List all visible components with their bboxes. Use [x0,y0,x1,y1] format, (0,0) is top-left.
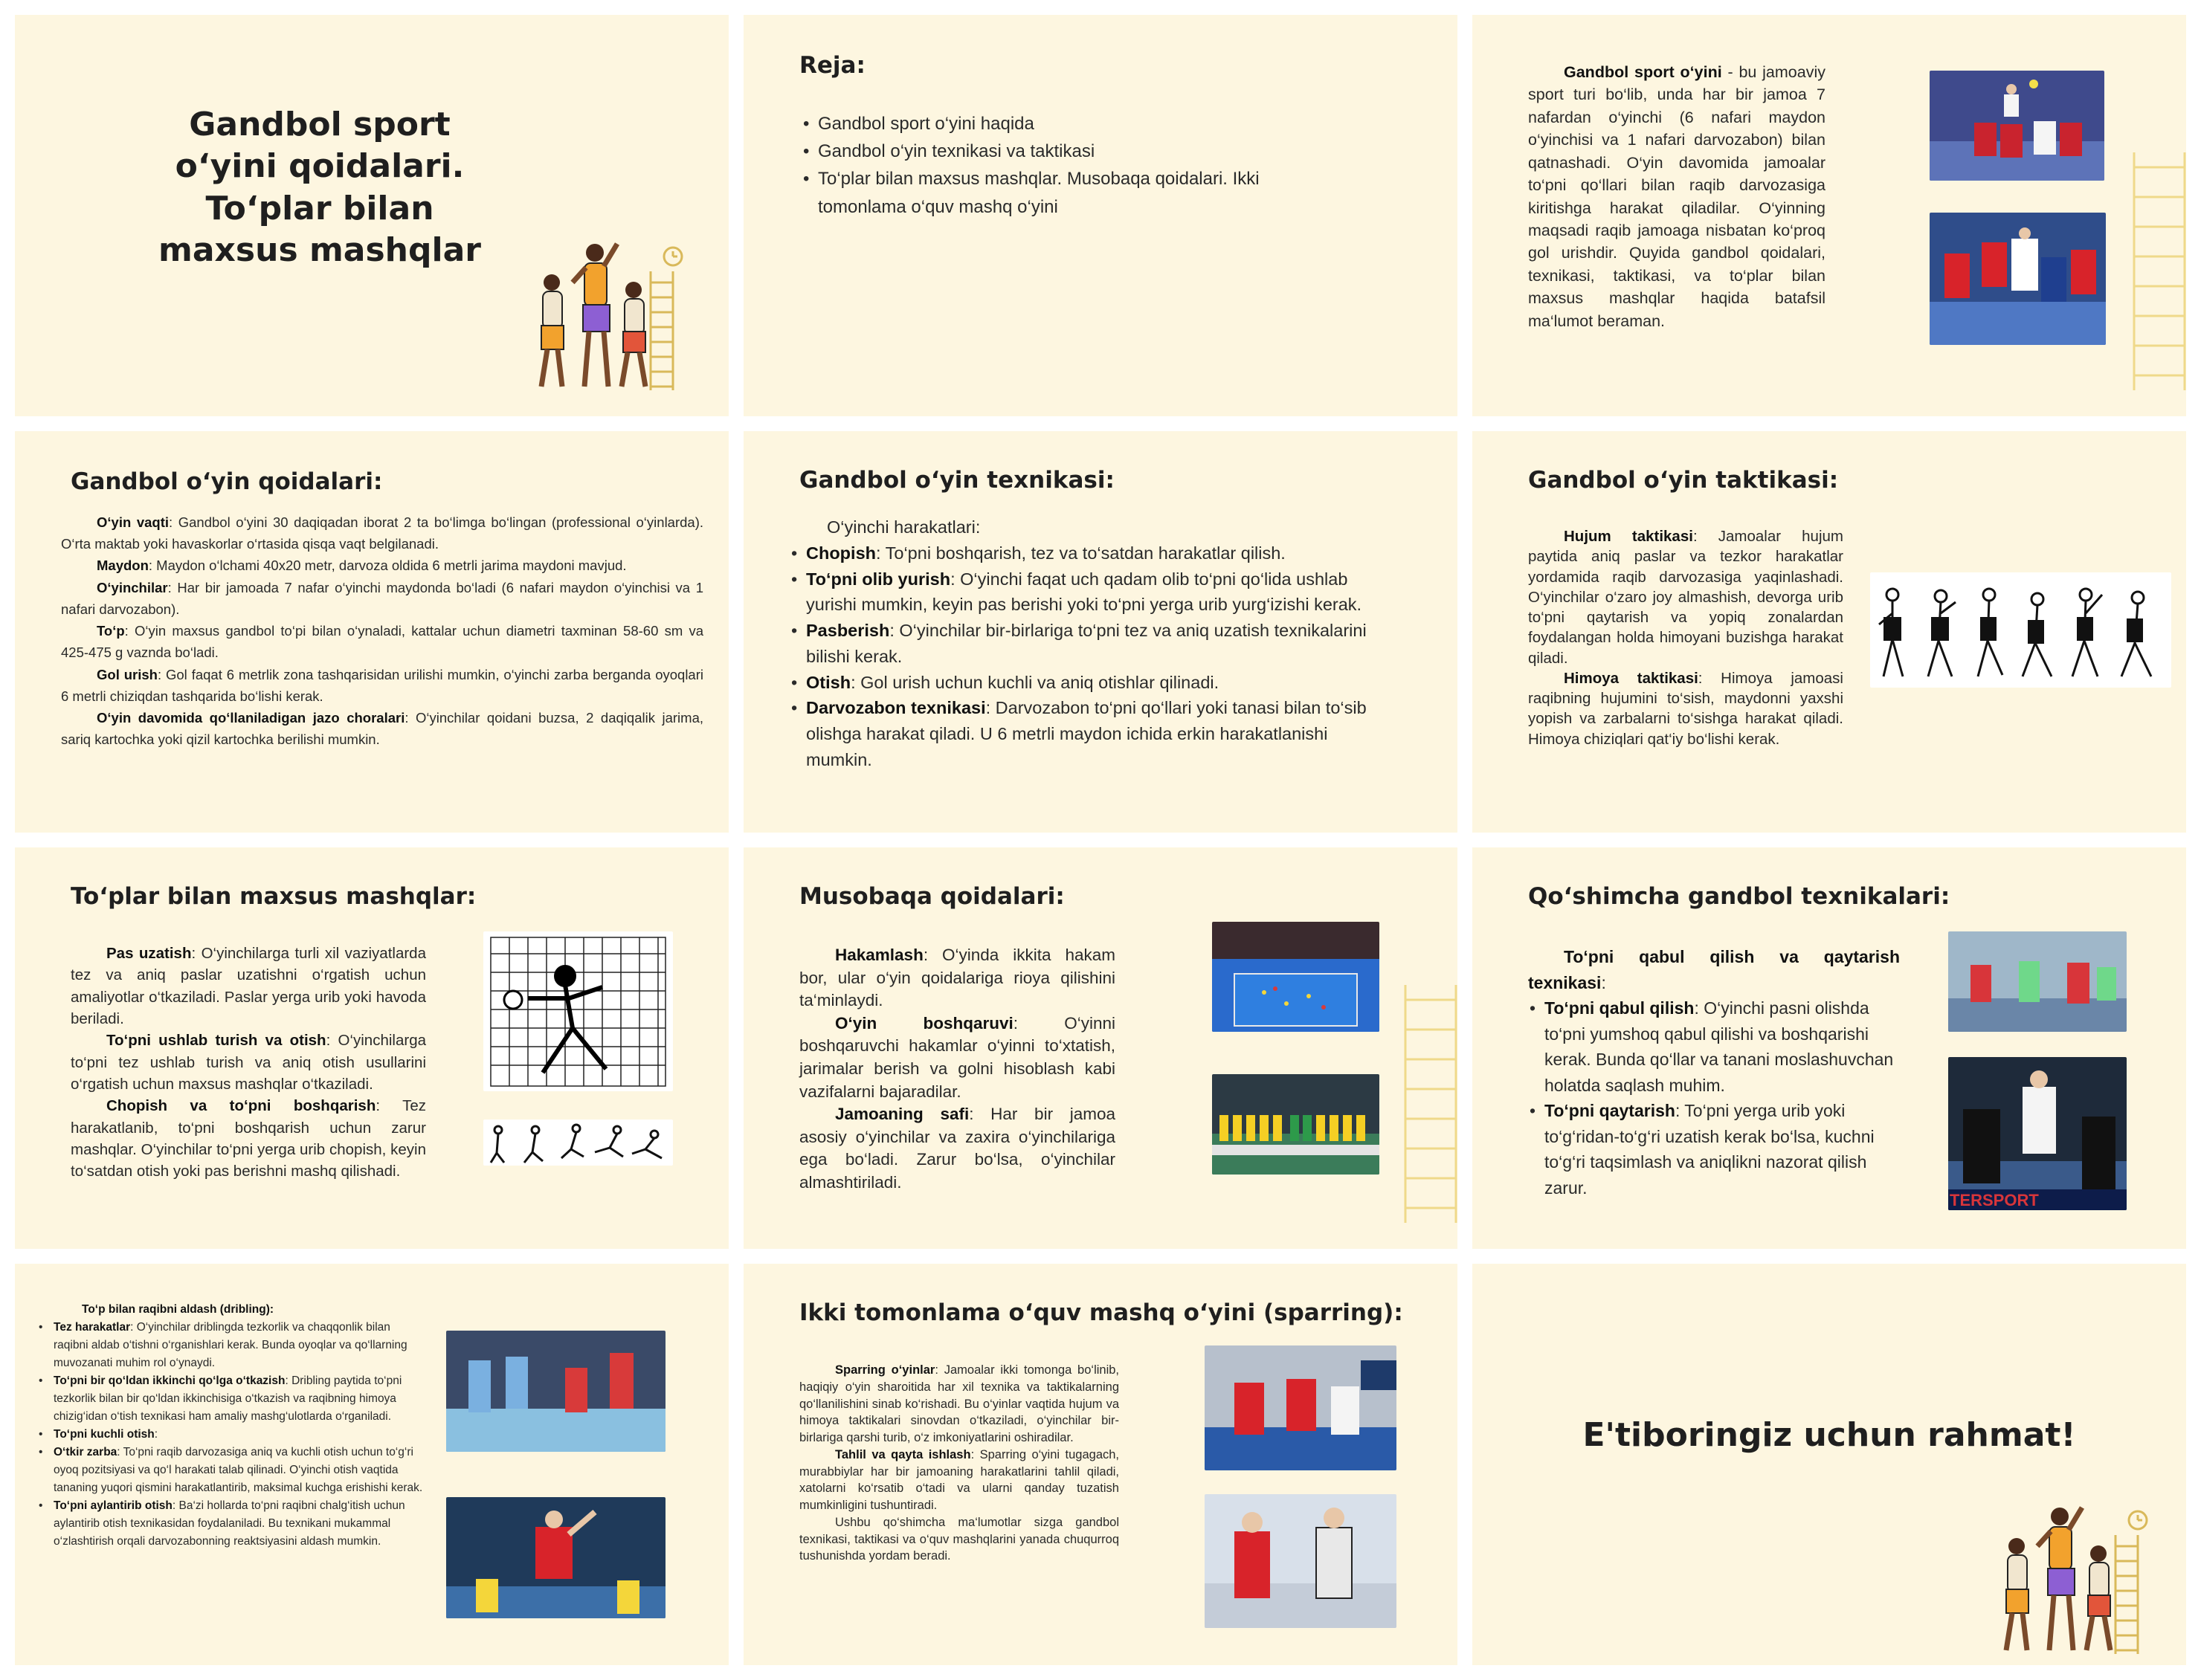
dribbling-item [37,1444,424,1497]
technique-text [790,514,1385,773]
competition-term: Jamoaning safi [835,1105,970,1124]
tactics-text [1528,526,1843,749]
dribbling-term: To‘pni bir qo‘ldan ikkinchi qo‘lga o‘tkazish [54,1374,286,1388]
presentation-title: Gandbol sport o‘yini qoidalari. To‘plar bilan maxsus mashqlar [158,106,481,269]
technique-item [790,540,1385,566]
throw-sequence-drawing [1870,572,2171,688]
match-photo [1948,1057,2127,1210]
slide-plan [744,15,1457,416]
slide-rules [15,431,729,833]
dribbling-subheading: To‘p bilan raqibni aldash (dribling): [82,1303,274,1316]
extra-technique-term: To‘pni qabul qilish [1544,998,1695,1018]
slide-sparring [744,1264,1457,1665]
technique-desc: : Darvozabon to‘pni qo‘llari yoki tanasi bilan to‘sib olishga harakat qiladi. U 6 metrli maydon ichida erkin harakatlanishi mumkin. [806,698,1367,769]
dribbling-term: O‘tkir zarba [54,1446,117,1459]
technique-desc: : Gol urish uchun kuchli va aniq otishlar qilinadi. [851,672,1219,692]
tactic-text: : Jamoalar hujum paytida aniq paslar va tezkor harakatlar yordamida raqib darvozasiga yaqinlashadi. O‘yinchilar o‘zaro joy almashish, devorga urib to‘pni qaytarish va yopiq zonalardan foydalangan holda himoyani buzishga harakat qiladi. [1528,528,1843,667]
dribbling-item [37,1426,424,1444]
plan-list [802,110,1337,221]
technique-item [790,618,1385,670]
sparring-heading: Ikki tomonlama o‘quv mashq o‘yini (sparring): [799,1299,1403,1326]
about-paragraph [1528,61,1825,332]
technique-item [790,566,1385,618]
drill-text: : Tez harakatlanib, to‘pni boshqarish uchun zarur mashqlar. O‘yinchilar to‘pni yerga urib chopish, keyin to‘satdan otish yoki pas berishni mashq qilishadi. [71,1097,426,1180]
dribbling-item [37,1372,424,1426]
slide-competition-rules [744,847,1457,1249]
technique-term: Darvozabon texnikasi [806,698,986,718]
extra-technique-desc: : O‘yinchi pasni olishda to‘pni yumshoq qabul qilishi va boshqarishi kerak. Bunda qo‘llar va tanani moslashuvchan holatda saqlash muhim. [1544,998,1894,1095]
about-term: Gandbol sport o‘yini [1564,63,1722,81]
technique-term: Pasberish [806,621,890,641]
drill-term: Pas uzatish [106,945,192,962]
plan-item: • To‘plar bilan maxsus mashqlar. Musobaqa qoidalari. Ikki tomonlama o‘quv mashq o‘yini [802,165,1337,220]
extra-techniques-subheading: To‘pni qabul qilish va qaytarish texnikasi [1528,947,1900,992]
technique-desc: : To‘pni boshqarish, tez va to‘satdan harakatlar qilish. [876,543,1286,563]
dribbling-term: To‘pni aylantirib otish [54,1499,173,1513]
dribbling-desc: : To‘pni raqib darvozasiga aniq va kuchli otish uchun to‘g‘ri oyoq pozitsiyasi va qo‘l harakati talab qilinadi. O‘yinchi otish vaqtida tananing yuqori qismini harakatlantirib, maksimal kuchga erishishi kerak. [54,1446,423,1495]
technique-item [790,695,1385,772]
tactic-term: Himoya taktikasi [1564,669,1698,687]
rule-text: : O‘yin maxsus gandbol to‘pi bilan o‘ynaladi, kattalar uchun diametri taxminan 58-60 sm va 425-475 g vaznda bo‘ladi. [61,623,703,661]
drill-sequence-drawing [483,1120,673,1166]
drill-term: To‘pni ushlab turish va otish [106,1032,326,1050]
plan-heading: Reja: [799,52,866,79]
extra-technique-term: To‘pni qaytarish [1544,1101,1675,1120]
sparring-text [799,1362,1119,1565]
dribbling-desc: : Ba‘zi hollarda to‘pni raqibni chalg‘itish uchun aylantirib otish texnikasidan foydalaniladi. Bu texnikani mukammal o‘zlashtirish orqali darvozabonning reaktsiyasini aldash mumkin. [54,1499,405,1548]
dribbling-photo [446,1331,666,1452]
technique-term: Otish [806,672,851,692]
slide-extra-techniques [1472,847,2186,1249]
drills-text [71,943,426,1182]
slide-ball-drills [15,847,729,1249]
slide-tactics [1472,431,2186,833]
technique-heading: Gandbol o‘yin texnikasi: [799,467,1115,494]
rule-term: O‘yin vaqti [97,514,170,530]
about-text: - bu jamoaviy sport turi bo‘lib, unda har bir jamoa 7 nafardan o‘yinchi (6 nafari maydon o‘yinchisi va 1 nafari darvozabon) bilan qatnashadi. O‘yin davomida jamoalar to‘pni qo‘llari bilan raqib darvozasiga kiritishga harakat qiladilar. O‘yinning maqsadi raqib jamoaga nisbatan ko‘proq gol urishdir. Quyida gandbol qoidalari, texnikasi, taktikasi, va to‘plar bilan maxsus mashqlar haqida batafsil ma‘lumot beraman. [1528,63,1825,330]
technique-term: Chopish [806,543,876,563]
competition-text: : O‘yinni boshqaruvchi hakamlar o‘yinni to‘xtatish, jarimalar berish va golni hisoblash kabi vazifalarni bajaradilar. [799,1013,1115,1101]
plan-item: • Gandbol sport o‘yini haqida [802,110,1337,138]
technique-term: To‘pni olib yurish [806,569,951,589]
dribbling-desc: : O‘yinchilar driblingda tezkorlik va chaqqonlik bilan raqibni aldab o‘tishni o‘rganishlari kerak. Bunda oyoqlar va qo‘llarning muvozanati muhim rol o‘ynaydi. [54,1321,407,1370]
technique-item [790,670,1385,696]
handball-photo [1930,71,2104,181]
training-photo [1948,931,2127,1032]
rule-text: : Maydon o‘lchami 40x20 metr, darvoza oldida 6 metrli jarima maydoni mavjud. [148,558,627,574]
dribbling-term: Tez harakatlar [54,1321,131,1334]
competition-text: : Har bir jamoa asosiy o‘yinchilar va zaxira o‘yinchilariga ega bo‘ladi. Zarur bo‘lsa, o‘yinchilar almashtiriladi. [799,1105,1116,1192]
ladder-decoration [2127,152,2186,390]
thanks-title: E'tiboringiz uchun rahmat! [1582,1416,2076,1454]
goalkeeper-drawing [483,931,673,1091]
tactics-heading: Gandbol o‘yin taktikasi: [1528,467,1839,494]
extra-technique-desc: : To‘pni yerga urib yoki to‘g‘ridan-to‘g‘ri uzatish kerak bo‘lsa, kuchni to‘g‘ri taqsimlash va aniqlikni nazorat qilish zarur. [1544,1101,1875,1198]
dribbling-term: To‘pni kuchli otish [54,1428,155,1441]
technique-desc: : O‘yinchi faqat uch qadam olib to‘pni qo‘lida ushlab yurishi mumkin, keyin pas berishi yoki to‘pni yerga urib yurg‘izishi kerak. [806,569,1362,615]
dribbling-item [37,1497,424,1551]
handball-photo [1930,213,2106,345]
sponsor-banner-text: TERSPORT [1950,1191,2039,1209]
slide-thanks [1472,1264,2186,1665]
tactic-term: Hujum taktikasi [1564,528,1693,545]
rule-text: : Har bir jamoada 7 nafar o‘yinchi maydonda bo‘ladi (6 nafari maydon o‘yinchisi va 1 nafari darvozabon). [61,579,703,617]
competition-term: O‘yin boshqaruvi [835,1013,1014,1033]
sparring-term: Sparring o‘yinlar [835,1363,935,1377]
slide-dribbling [15,1264,729,1665]
technique-subheading: O‘yinchi harakatlari: [827,517,981,537]
extra-techniques-heading: Qo‘shimcha gandbol texnikalari: [1528,883,1950,910]
competition-text [799,944,1115,1195]
rule-term: O‘yinchilar [97,579,168,595]
technique-desc: : O‘yinchilar bir-birlariga to‘pni tez va aniq uzatish texnikalarini bilishi kerak. [806,621,1367,666]
rules-heading: Gandbol o‘yin qoidalari: [71,468,383,495]
rule-term: Maydon [97,558,149,574]
competition-term: Hakamlash [835,946,924,964]
drills-heading: To‘plar bilan maxsus mashqlar: [71,883,477,910]
rule-text: : O‘yinchilar qoidani buzsa, 2 daqiqalik jarima, sariq kartochka yoki qizil kartochka berilishi mumkin. [61,709,703,748]
rule-text: : Gandbol o‘yini 30 daqiqadan iborat 2 ta bo‘limga bo‘lingan (professional o‘yinlarda). O‘rta maktab yoki havaskorlar o‘rtasida qisqa vaqt belgilanadi. [61,514,704,552]
sparring-term: Tahlil va qayta ishlash [835,1447,971,1461]
drill-term: Chopish va to‘pni boshqarish [106,1097,376,1115]
ladder-decoration [1398,985,1457,1223]
rule-term: Gol urish [97,666,158,682]
dribbling-desc: : Dribling paytida to‘pni tezkorlik bilan bir qo‘ldan ikkinchisiga o‘tkazish va raqibning himoya chizig‘idan o‘tish texnikasi ham amaliy mashg‘ulotlarda o‘rganiladi. [54,1374,402,1424]
sparring-desc: : Sparring o‘yini tugagach, murabbiylar har bir jamoaning harakatlarini tahlil qiladi, xatolarni ko‘rsatib o‘tadi va ularni qanday tuzatish mumkinligini tushuntiradi. [799,1447,1120,1513]
plan-item: • Gandbol o‘yin texnikasi va taktikasi [802,138,1337,165]
arena-photo [1212,922,1379,1032]
team-lineup-photo [1212,1074,1379,1175]
rules-text [61,511,703,750]
goalkeeper-photo [1205,1345,1396,1470]
slide-technique [744,431,1457,833]
athletes-illustration [521,238,699,394]
training-match-photo [1205,1494,1396,1628]
shot-photo [446,1497,666,1618]
rule-term: To‘p [97,623,125,639]
sparring-desc: Ushbu qo‘shimcha ma‘lumotlar sizga gandbol texnikasi, taktikasi va o‘quv mashqlarini yanada chuqurroq tushunishda yordam beradi. [799,1515,1119,1563]
slide-title [15,15,729,416]
extra-technique-item [1528,995,1900,1098]
rule-text: : Gol faqat 6 metrlik zona tashqarisidan urilishi mumkin, o‘yinchi zarba berganda oyoqlari 6 metrli chiziqdan tashqarida bo‘lishi kerak. [61,666,703,704]
competition-text: : O‘yinda ikkita hakam bor, ular o‘yin qoidalariga rioya qilishini ta‘minlaydi. [799,946,1115,1010]
tactic-text: : Himoya jamoasi raqibning hujumini to‘sish, maydonni yaxshi yopish va zarbalarni to‘sishga harakat qiladi. Himoya chiziqlari qat‘iy bo‘lishi kerak. [1528,669,1843,748]
rule-term: O‘yin davomida qo‘llaniladigan jazo choralari [97,709,405,726]
sparring-desc: : Jamoalar ikki tomonga bo‘linib, haqiqiy o‘yin sharoitida har xil texnika va taktikalarning qo‘llanilishini sinab ko‘rishadi. Bu o‘yinlar vaqtida hujum va himoya taktikalari sinovdan o‘tkaziladi, o‘yinchilar bir-birlariga qarshi turib, o‘z imkoniyatlarini oshiradilar. [799,1363,1119,1445]
drill-text: : O‘yinchilarga to‘pni tez ushlab turish va aniq otish usullarini o‘rgatish uchun maxsus mashqlar o‘tkaziladi. [71,1032,426,1093]
competition-heading: Musobaqa qoidalari: [799,883,1065,910]
extra-technique-item [1528,1098,1900,1201]
dribbling-desc: : [154,1428,158,1441]
extra-techniques-text: To‘pni qabul qilish va qaytarish texnikasi: • To‘pni qabul qilish: O‘yinchi pasni olishda to‘pni yumshoq qabul qilishi va boshqarishi kerak. Bunda qo‘llar va tanani moslashuvchan holatda saqlash muhim. • To‘pni qaytarish: To‘pni yerga urib yoki to‘g‘ridan-to‘g‘ri uzatish kerak bo‘lsa, kuchni to‘g‘ri taqsimlash va aniqlikni nazorat qilish zarur. [1528,944,1900,1201]
drill-text: : O‘yinchilarga turli xil vaziyatlarda tez va aniq paslar uzatishni o‘rgatish uchun amaliyotlar o‘tkaziladi. Paslar yerga urib yoki havoda beriladi. [71,945,426,1027]
slide-about [1472,15,2186,416]
athletes-illustration [1985,1502,2164,1658]
dribbling-item [37,1319,424,1372]
dribbling-text [37,1301,424,1551]
